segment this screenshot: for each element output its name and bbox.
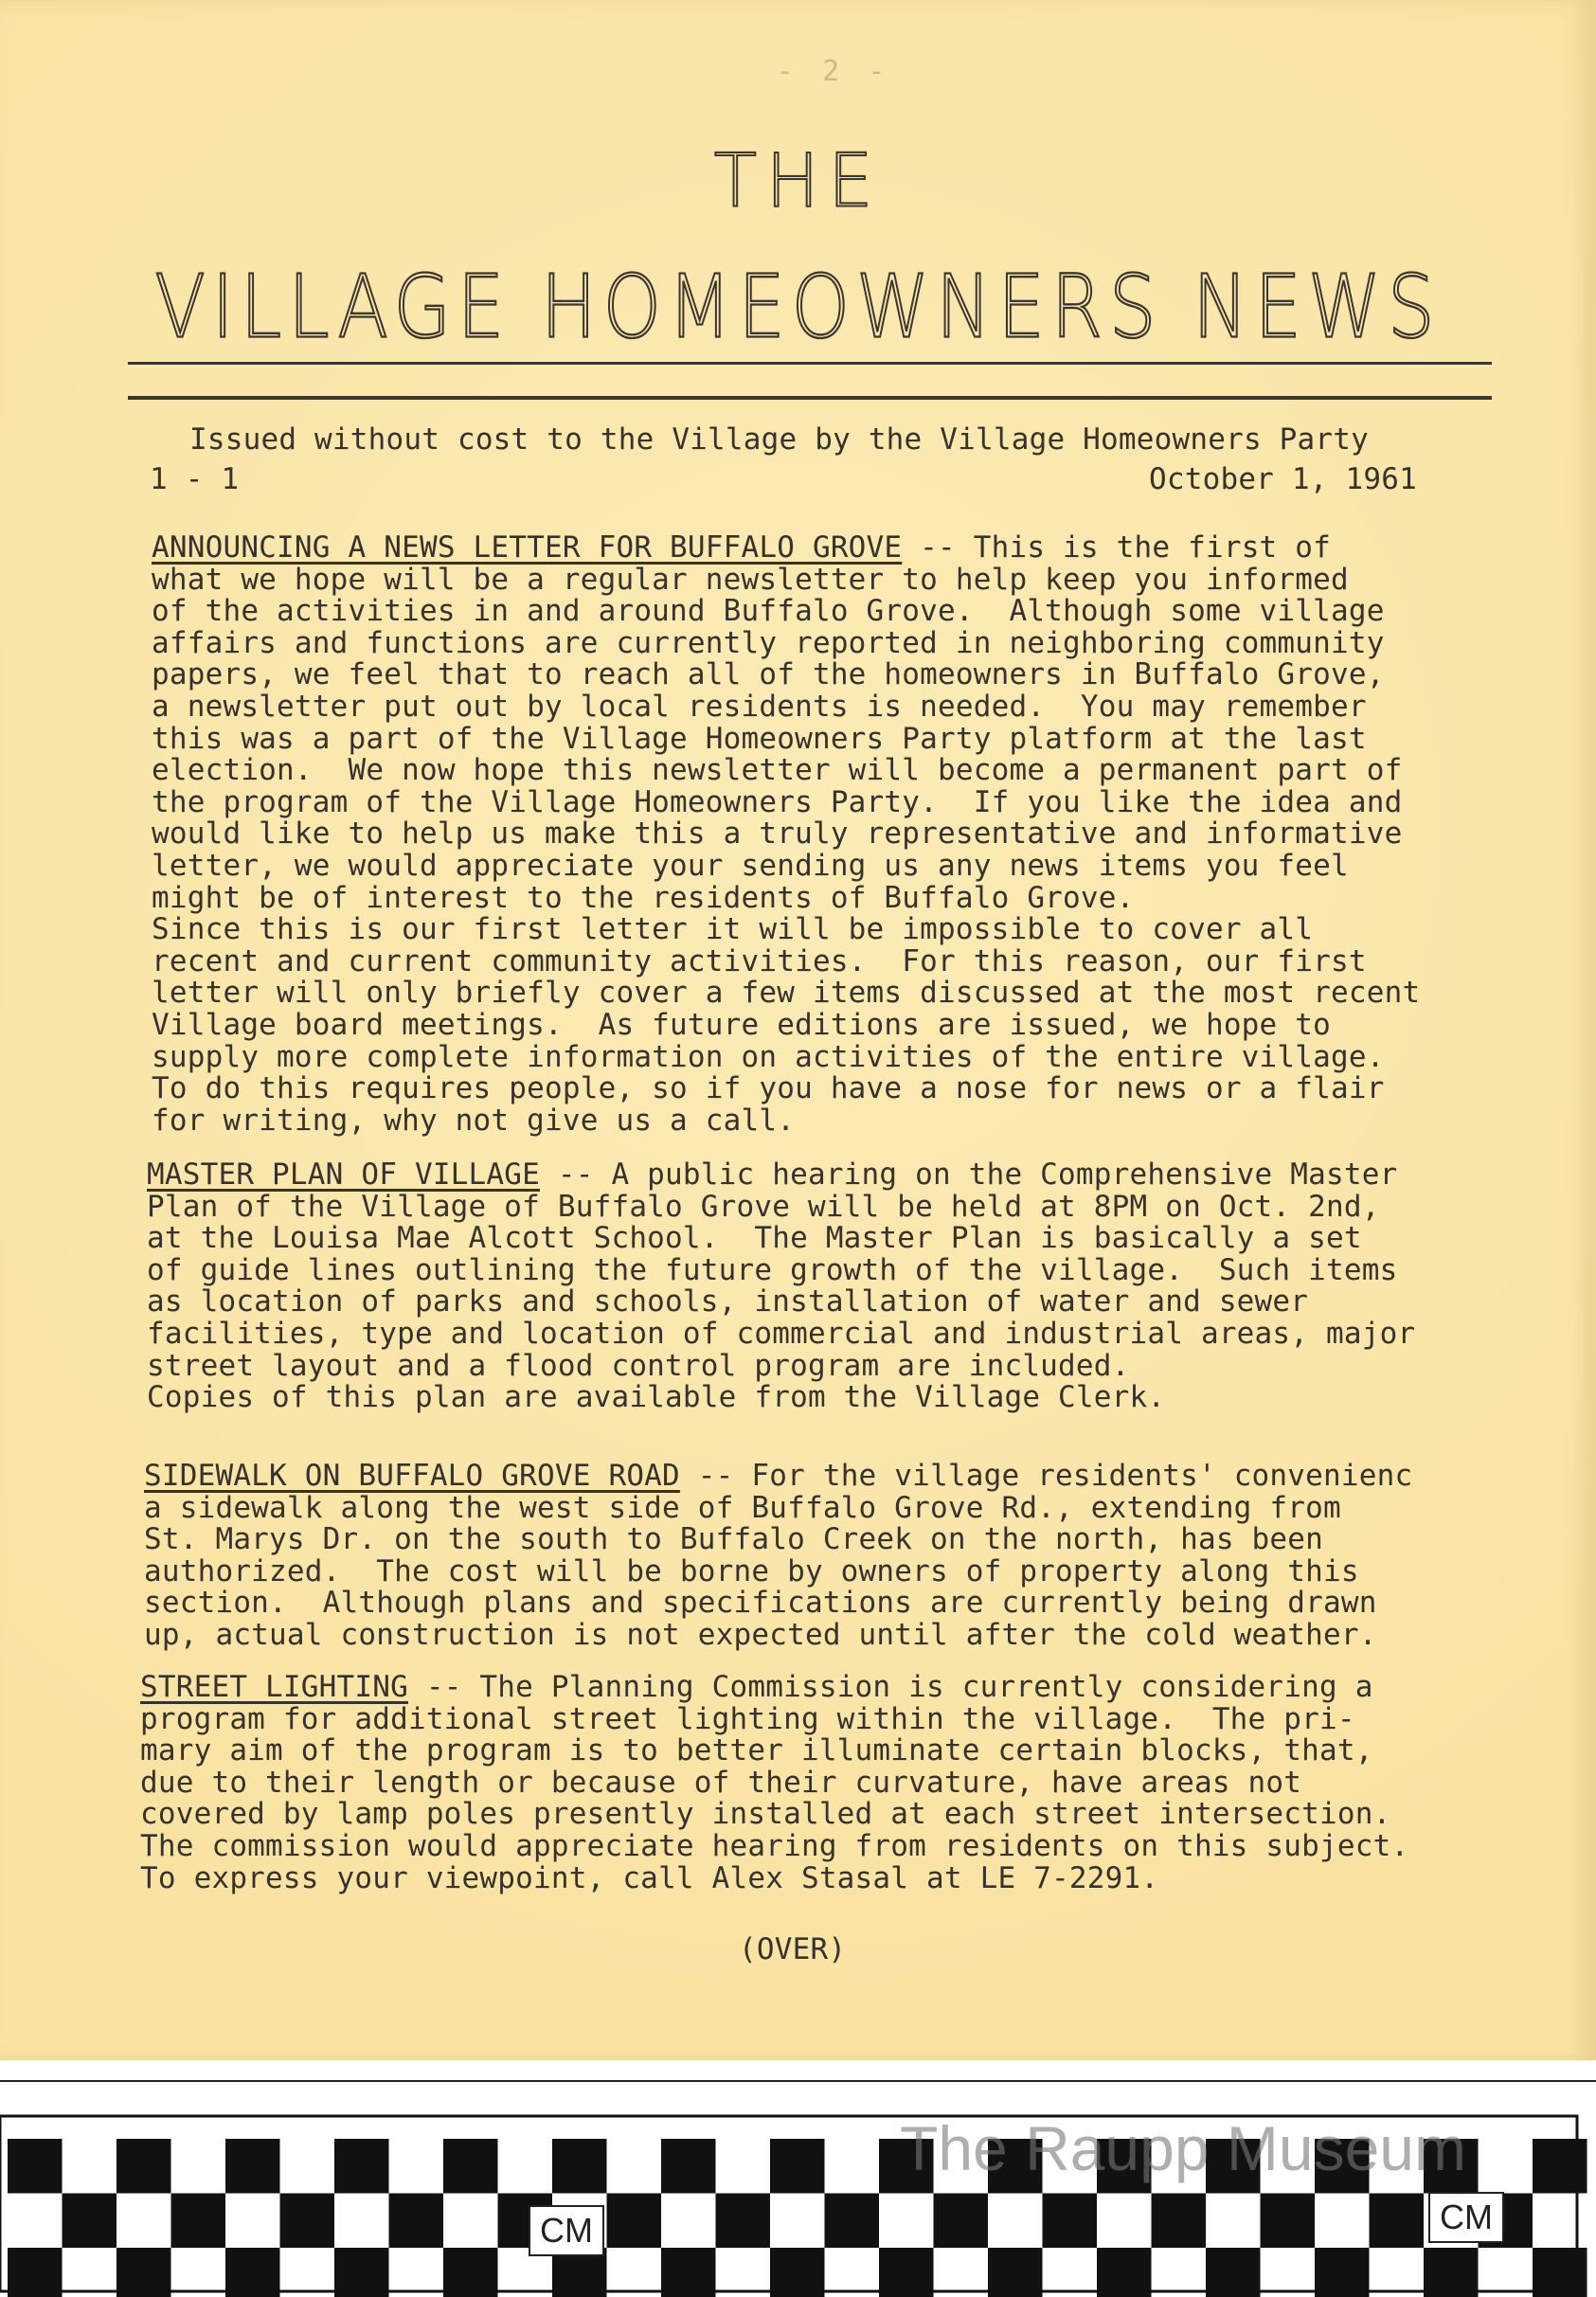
article-first-line — [144, 1459, 1412, 1493]
article-lead-text: -- A public hearing on the Comprehensive Master — [540, 1157, 1398, 1192]
article-text-line: this was a part of the Village Homeowners Party platform at the last — [152, 721, 1367, 756]
masthead-rule-bottom — [128, 396, 1492, 400]
article-text-line: section. Although plans and specifications are currently being drawn — [144, 1586, 1377, 1621]
article-text-line: of guide lines outlining the future growth of the village. Such items — [147, 1252, 1398, 1287]
article-text-line: a sidewalk along the west side of Buffalo Grove Rd., extending from — [144, 1490, 1341, 1525]
issue-date: October 1, 1961 — [1149, 462, 1417, 496]
ruler-square — [1370, 2194, 1425, 2249]
ruler-square — [716, 2194, 771, 2249]
article-text-line: To do this requires people, so if you have a nose for news or a flair — [152, 1071, 1385, 1106]
article-text-line: To express your viewpoint, call Alex Stasal at LE 7-2291. — [140, 1860, 1159, 1895]
article-text-line: Copies of this plan are available from the Village Clerk. — [147, 1380, 1166, 1415]
article-text-line: The commission would appreciate hearing from residents on this subject. — [140, 1829, 1409, 1863]
ruler-square — [1533, 2139, 1587, 2194]
ruler-square — [1315, 2248, 1370, 2297]
ruler-square — [171, 2194, 226, 2249]
page-number-mark: - 2 - — [777, 55, 891, 88]
ruler-square — [1533, 2248, 1587, 2297]
article-text-line: supply more complete information on activities of the entire village. — [152, 1039, 1385, 1074]
ruler-square — [988, 2248, 1043, 2297]
article-text-line: due to their length or because of their curvature, have areas not — [140, 1765, 1302, 1800]
ruler-square — [8, 2248, 63, 2297]
article-text-line: recent and current community activities. For this reason, our first — [152, 943, 1367, 978]
article-text-line: street layout and a flood control program are included. — [147, 1348, 1130, 1383]
ruler-square — [661, 2248, 716, 2297]
article-heading: SIDEWALK ON BUFFALO GROVE ROAD — [144, 1459, 680, 1493]
masthead-the: THE — [713, 137, 883, 224]
ruler-square — [389, 2194, 444, 2249]
ruler-square — [8, 2139, 63, 2194]
ruler-square — [1097, 2248, 1152, 2297]
ruler-square — [770, 2248, 825, 2297]
article-text-line: letter, we would appreciate your sending us any news items you feel — [152, 849, 1349, 883]
ruler-square — [934, 2194, 989, 2249]
article-text-line: affairs and functions are currently reported in neighboring community — [152, 625, 1385, 660]
article-text-line: mary aim of the program is to better illuminate certain blocks, that, — [140, 1733, 1373, 1768]
issue-number: 1 - 1 — [150, 462, 240, 496]
ruler-square — [1206, 2248, 1261, 2297]
masthead-rule-top — [128, 362, 1492, 365]
article-lead-text: -- This is the first of — [902, 530, 1332, 565]
ruler-square — [607, 2194, 662, 2249]
article-text-line: the program of the Village Homeowners Party. If you like the idea and — [152, 784, 1403, 819]
ruler-square — [552, 2139, 607, 2194]
ruler-square — [63, 2194, 117, 2249]
ruler-square — [1424, 2248, 1479, 2297]
ruler-square — [1261, 2194, 1316, 2249]
article-text-line: might be of interest to the residents of Buffalo Grove. — [152, 880, 1135, 915]
article-text-line: program for additional street lighting within the village. The pri- — [140, 1701, 1355, 1736]
article-text-line: authorized. The cost will be borne by owners of property along this — [144, 1553, 1359, 1588]
ruler-square — [879, 2248, 934, 2297]
article-text-line: a newsletter put out by local residents is needed. You may remember — [152, 690, 1367, 724]
ruler-square — [443, 2139, 498, 2194]
ruler-square — [443, 2248, 498, 2297]
ruler-square — [770, 2139, 825, 2194]
ruler-square — [334, 2248, 389, 2297]
ruler-square — [1152, 2194, 1207, 2249]
article-heading: MASTER PLAN OF VILLAGE — [147, 1157, 540, 1192]
article-heading: STREET LIGHTING — [140, 1670, 408, 1704]
article-heading: ANNOUNCING A NEWS LETTER FOR BUFFALO GROVE — [152, 530, 903, 565]
cm-label-right: CM — [1428, 2192, 1504, 2243]
article-text-line: election. We now hope this newsletter will become a permanent part of — [152, 753, 1403, 788]
ruler-square — [117, 2139, 171, 2194]
article-text-line: for writing, why not give us a call. — [152, 1103, 796, 1138]
cm-label-left: CM — [529, 2205, 604, 2256]
masthead-title: VILLAGE HOMEOWNERS NEWS — [154, 257, 1442, 359]
article-text-line: Plan of the Village of Buffalo Grove will be held at 8PM on Oct. 2nd, — [147, 1189, 1380, 1224]
article-text-line: would like to help us make this a truly representative and informative — [152, 817, 1403, 852]
article-lead-text: -- The Planning Commission is currently considering a — [407, 1670, 1373, 1704]
ruler-square — [117, 2248, 171, 2297]
article-text-line: Village board meetings. As future editions are issued, we hope to — [152, 1008, 1331, 1042]
ruler-square — [334, 2139, 389, 2194]
over-note: (OVER) — [739, 1932, 847, 1966]
article-text-line: at the Louisa Mae Alcott School. The Master Plan is basically a set — [147, 1221, 1362, 1256]
article-text-line: what we hope will be a regular newsletter to help keep you informed — [152, 562, 1349, 597]
article-lead-text: -- For the village residents' convenienc — [679, 1459, 1413, 1493]
ruler-square — [661, 2139, 716, 2194]
article-text-line: of the activities in and around Buffalo Grove. Although some village — [152, 594, 1385, 629]
article-text-line: St. Marys Dr. on the south to Buffalo Creek on the north, has been — [144, 1522, 1323, 1557]
article-text-line: covered by lamp poles presently installed at each street intersection. — [140, 1797, 1391, 1832]
article-text-line: letter will only briefly cover a few items discussed at the most recent — [152, 976, 1421, 1011]
article-text-line: facilities, type and location of commercial and industrial areas, major — [147, 1317, 1416, 1351]
museum-watermark: The Raupp Museum — [900, 2113, 1466, 2183]
article-text-line: papers, we feel that to reach all of the homeowners in Buffalo Grove, — [152, 657, 1385, 692]
article-text-line: up, actual construction is not expected until after the cold weather. — [144, 1618, 1377, 1652]
ruler-square — [225, 2248, 280, 2297]
article-first-line — [152, 530, 1331, 565]
ruler-square — [225, 2139, 280, 2194]
article-first-line — [140, 1670, 1373, 1704]
article-text-line: as location of parks and schools, installation of water and sewer — [147, 1284, 1309, 1319]
article-text-line: Since this is our first letter it will be impossible to cover all — [152, 912, 1314, 947]
ruler-square — [1043, 2194, 1098, 2249]
ruler-square — [825, 2194, 880, 2249]
article-first-line — [147, 1157, 1397, 1192]
issued-line: Issued without cost to the Village by the Village Homeowners Party — [189, 422, 1369, 457]
ruler-square — [280, 2194, 335, 2249]
